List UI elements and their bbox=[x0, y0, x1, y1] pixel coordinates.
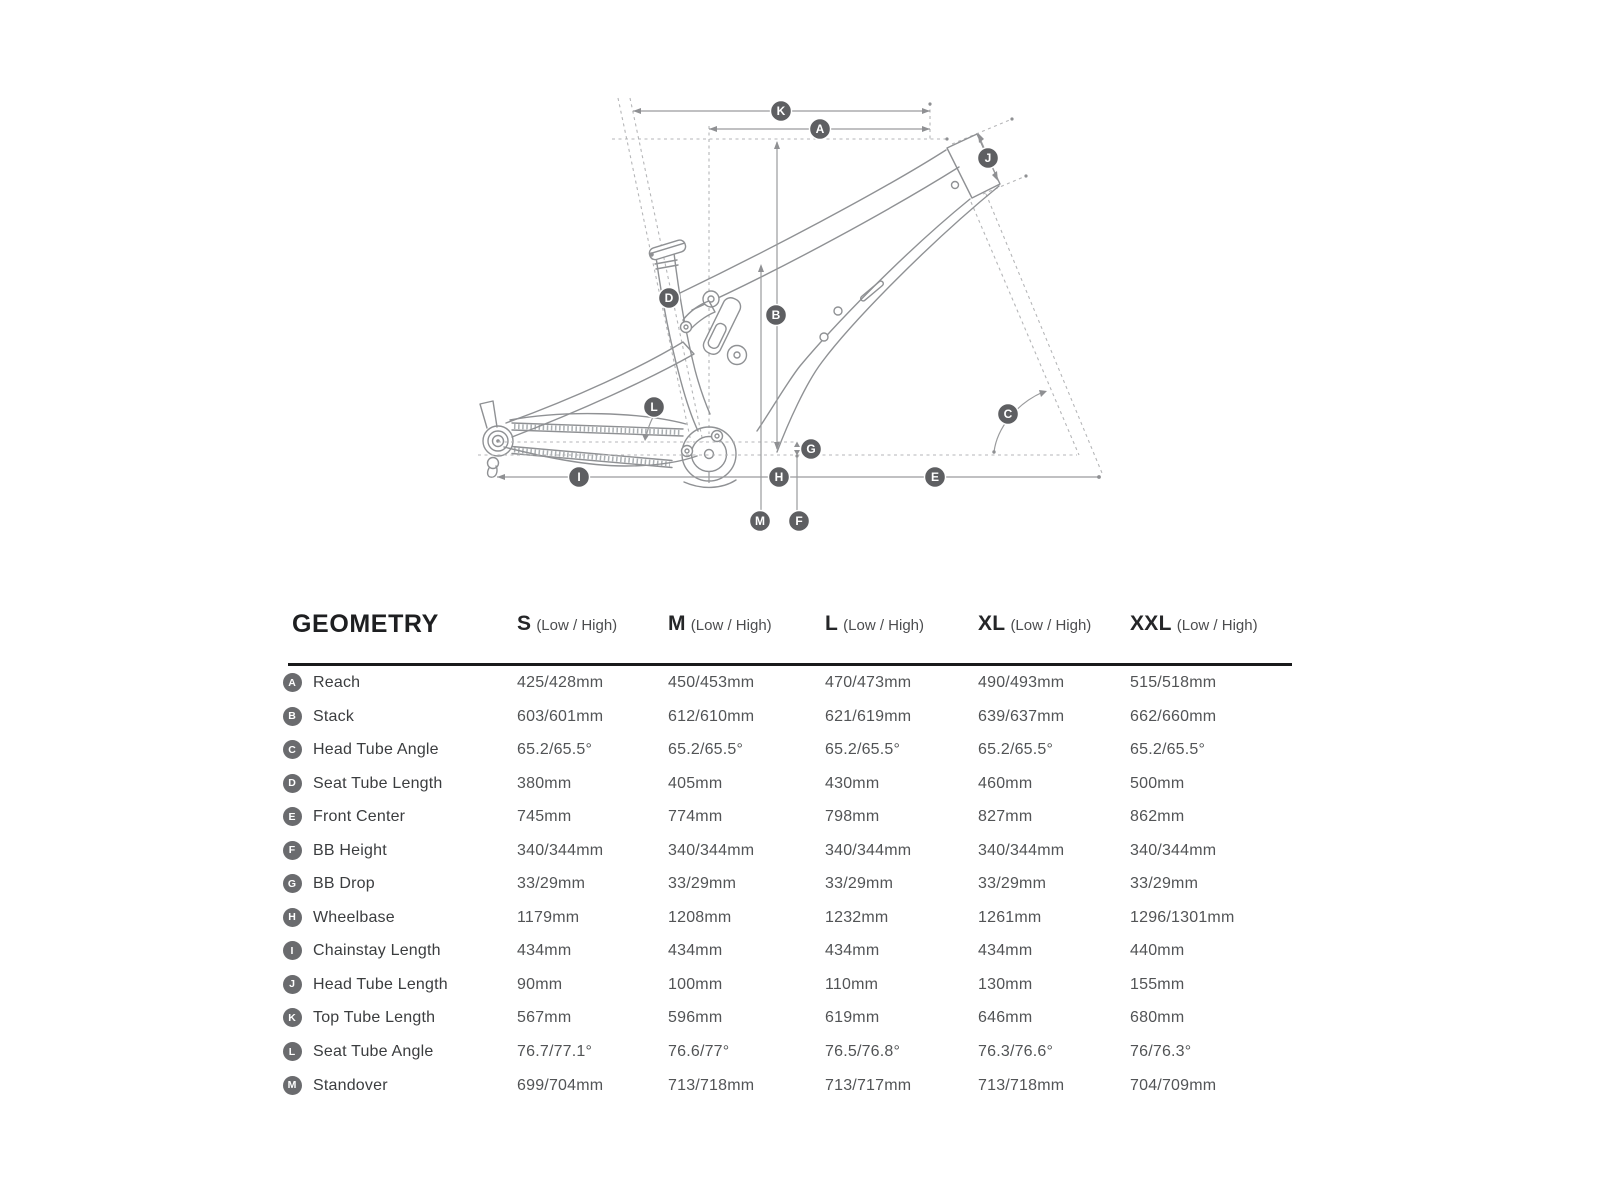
table-row bbox=[282, 733, 1292, 767]
row-value: 425/428mm bbox=[517, 674, 604, 691]
seat-stay bbox=[506, 342, 694, 437]
row-value: 65.2/65.5° bbox=[825, 741, 901, 759]
row-letter-badge: H bbox=[283, 908, 302, 927]
row-label: Seat Tube Angle bbox=[313, 1043, 434, 1061]
row-value: 440mm bbox=[1130, 942, 1185, 960]
row-value: 33/29mm bbox=[1130, 875, 1199, 893]
row-letter-badge: C bbox=[283, 740, 302, 759]
row-value: 500mm bbox=[1130, 774, 1185, 792]
row-value: 65.2/65.5° bbox=[517, 741, 593, 759]
row-value: 567mm bbox=[517, 1009, 572, 1027]
row-value: 699/704mm bbox=[517, 1076, 604, 1094]
row-value: 460mm bbox=[978, 774, 1033, 792]
svg-text:I: I bbox=[577, 470, 581, 485]
size-header-xl: XL (Low / High) bbox=[978, 612, 1092, 635]
row-letter-badge: E bbox=[283, 807, 302, 826]
row-value: 713/718mm bbox=[978, 1076, 1065, 1094]
row-value: 434mm bbox=[517, 942, 572, 960]
size-header-s: S (Low / High) bbox=[517, 612, 618, 635]
row-value: 862mm bbox=[1130, 808, 1185, 826]
table-rows bbox=[282, 666, 1292, 1102]
diagram-label-a bbox=[810, 119, 831, 140]
row-label: Front Center bbox=[313, 808, 406, 826]
row-value: 340/344mm bbox=[1130, 841, 1217, 859]
row-value: 340/344mm bbox=[517, 841, 604, 859]
table-row bbox=[282, 867, 1292, 901]
row-value: 33/29mm bbox=[825, 875, 894, 893]
row-label: Stack bbox=[313, 707, 355, 725]
row-value: 76/76.3° bbox=[1130, 1043, 1192, 1061]
table-row bbox=[282, 834, 1292, 868]
row-value: 130mm bbox=[978, 975, 1033, 993]
diagram-label-h bbox=[769, 467, 790, 488]
row-value: 76.6/77° bbox=[668, 1043, 730, 1061]
row-label: Head Tube Angle bbox=[313, 741, 439, 759]
frame-outline bbox=[480, 134, 1000, 487]
row-label: Chainstay Length bbox=[313, 942, 441, 960]
row-value: 340/344mm bbox=[668, 841, 755, 859]
row-value: 405mm bbox=[668, 774, 723, 792]
dimension-lines bbox=[497, 102, 1101, 511]
row-value: 340/344mm bbox=[978, 841, 1065, 859]
measurement-labels bbox=[569, 101, 1019, 532]
diagram-label-j bbox=[978, 148, 999, 169]
row-value: 1261mm bbox=[978, 908, 1042, 926]
row-value: 827mm bbox=[978, 808, 1033, 826]
diagram-label-e bbox=[925, 467, 946, 488]
row-label: Top Tube Length bbox=[313, 1009, 436, 1027]
construction-lines bbox=[612, 98, 1102, 473]
diagram-label-d bbox=[659, 288, 680, 309]
row-value: 100mm bbox=[668, 975, 723, 993]
bike-geometry-diagram bbox=[0, 0, 1600, 560]
row-value: 65.2/65.5° bbox=[978, 741, 1054, 759]
row-letter-badge: A bbox=[283, 673, 302, 692]
row-value: 65.2/65.5° bbox=[668, 741, 744, 759]
row-value: 33/29mm bbox=[978, 875, 1047, 893]
diagram-label-f bbox=[789, 511, 810, 532]
row-value: 430mm bbox=[825, 774, 880, 792]
row-value: 434mm bbox=[668, 942, 723, 960]
svg-text:E: E bbox=[930, 470, 940, 485]
row-label: Reach bbox=[313, 674, 361, 691]
row-value: 90mm bbox=[517, 975, 563, 993]
row-value: 596mm bbox=[668, 1009, 723, 1027]
table-row bbox=[282, 968, 1292, 1002]
table-row bbox=[282, 1069, 1292, 1103]
row-value: 155mm bbox=[1130, 975, 1185, 993]
row-value: 33/29mm bbox=[517, 875, 586, 893]
table-row bbox=[282, 767, 1292, 801]
svg-text:M: M bbox=[755, 514, 765, 529]
row-value: 713/718mm bbox=[668, 1076, 755, 1094]
row-value: 110mm bbox=[825, 975, 879, 993]
row-value: 646mm bbox=[978, 1009, 1033, 1027]
row-label: Standover bbox=[313, 1076, 388, 1094]
row-value: 774mm bbox=[668, 808, 723, 826]
row-value: 340/344mm bbox=[825, 841, 912, 859]
size-header-xxl: XXL (Low / High) bbox=[1130, 612, 1258, 635]
row-value: 76.3/76.6° bbox=[978, 1043, 1054, 1061]
row-value: 713/717mm bbox=[825, 1076, 912, 1094]
row-value: 76.7/77.1° bbox=[517, 1043, 593, 1061]
row-value: 704/709mm bbox=[1130, 1076, 1217, 1094]
row-value: 434mm bbox=[825, 942, 880, 960]
row-letter-badge: K bbox=[283, 1008, 302, 1027]
row-value: 33/29mm bbox=[668, 875, 737, 893]
row-value: 470/473mm bbox=[825, 674, 912, 691]
row-value: 515/518mm bbox=[1130, 674, 1217, 691]
row-value: 1179mm bbox=[517, 908, 580, 926]
row-value: 603/601mm bbox=[517, 707, 604, 725]
row-value: 621/619mm bbox=[825, 707, 912, 725]
table-row bbox=[282, 800, 1292, 834]
row-letter-badge: I bbox=[283, 941, 302, 960]
row-value: 65.2/65.5° bbox=[1130, 741, 1206, 759]
svg-text:C: C bbox=[1003, 407, 1013, 422]
row-value: 619mm bbox=[825, 1009, 880, 1027]
row-value: 798mm bbox=[825, 808, 880, 826]
row-value: 680mm bbox=[1130, 1009, 1185, 1027]
size-header-m: M (Low / High) bbox=[668, 612, 772, 635]
svg-text:D: D bbox=[664, 291, 674, 306]
row-value: 76.5/76.8° bbox=[825, 1043, 901, 1061]
row-letter-badge: L bbox=[283, 1042, 302, 1061]
table-row bbox=[282, 666, 1292, 700]
row-label: BB Height bbox=[313, 841, 387, 859]
diagram-label-m bbox=[750, 511, 771, 532]
svg-text:H: H bbox=[774, 470, 784, 485]
table-row bbox=[282, 700, 1292, 734]
row-label: Head Tube Length bbox=[313, 975, 448, 993]
diagram-label-l bbox=[644, 397, 665, 418]
row-value: 745mm bbox=[517, 808, 572, 826]
row-value: 662/660mm bbox=[1130, 707, 1217, 725]
row-value: 490/493mm bbox=[978, 674, 1065, 691]
down-tube bbox=[757, 199, 970, 431]
chain bbox=[512, 423, 683, 468]
rear-dropout bbox=[480, 401, 513, 477]
svg-text:F: F bbox=[795, 514, 803, 529]
row-value: 612/610mm bbox=[668, 707, 755, 725]
diagram-label-k bbox=[771, 101, 792, 122]
row-value: 1296/1301mm bbox=[1130, 908, 1235, 926]
table-row bbox=[282, 901, 1292, 935]
row-label: Wheelbase bbox=[313, 908, 395, 926]
row-value: 639/637mm bbox=[978, 707, 1065, 725]
diagram-label-b bbox=[766, 305, 787, 326]
svg-text:B: B bbox=[771, 308, 781, 323]
row-letter-badge: M bbox=[283, 1076, 302, 1095]
row-value: 1208mm bbox=[668, 908, 732, 926]
row-value: 380mm bbox=[517, 774, 572, 792]
table-row bbox=[282, 1035, 1292, 1069]
row-letter-badge: B bbox=[283, 707, 302, 726]
table-title: GEOMETRY bbox=[292, 610, 439, 638]
seatpost-clamp bbox=[648, 239, 687, 261]
row-letter-badge: J bbox=[283, 975, 302, 994]
top-tube bbox=[680, 150, 946, 293]
svg-text:G: G bbox=[806, 442, 816, 457]
row-value: 1232mm bbox=[825, 908, 889, 926]
row-value: 434mm bbox=[978, 942, 1033, 960]
svg-text:A: A bbox=[815, 122, 825, 137]
row-letter-badge: D bbox=[283, 774, 302, 793]
svg-text:J: J bbox=[984, 151, 992, 166]
row-letter-badge: G bbox=[283, 874, 302, 893]
table-row bbox=[282, 1001, 1292, 1035]
size-header-l: L (Low / High) bbox=[825, 612, 924, 635]
table-row bbox=[282, 934, 1292, 968]
diagram-label-c bbox=[998, 404, 1019, 425]
svg-text:L: L bbox=[650, 400, 658, 415]
row-value: 450/453mm bbox=[668, 674, 755, 691]
row-letter-badge: F bbox=[283, 841, 302, 860]
diagram-label-g bbox=[801, 439, 822, 460]
diagram-label-i bbox=[569, 467, 590, 488]
svg-text:K: K bbox=[776, 104, 786, 119]
row-label: Seat Tube Length bbox=[313, 774, 443, 792]
row-label: BB Drop bbox=[313, 875, 375, 893]
